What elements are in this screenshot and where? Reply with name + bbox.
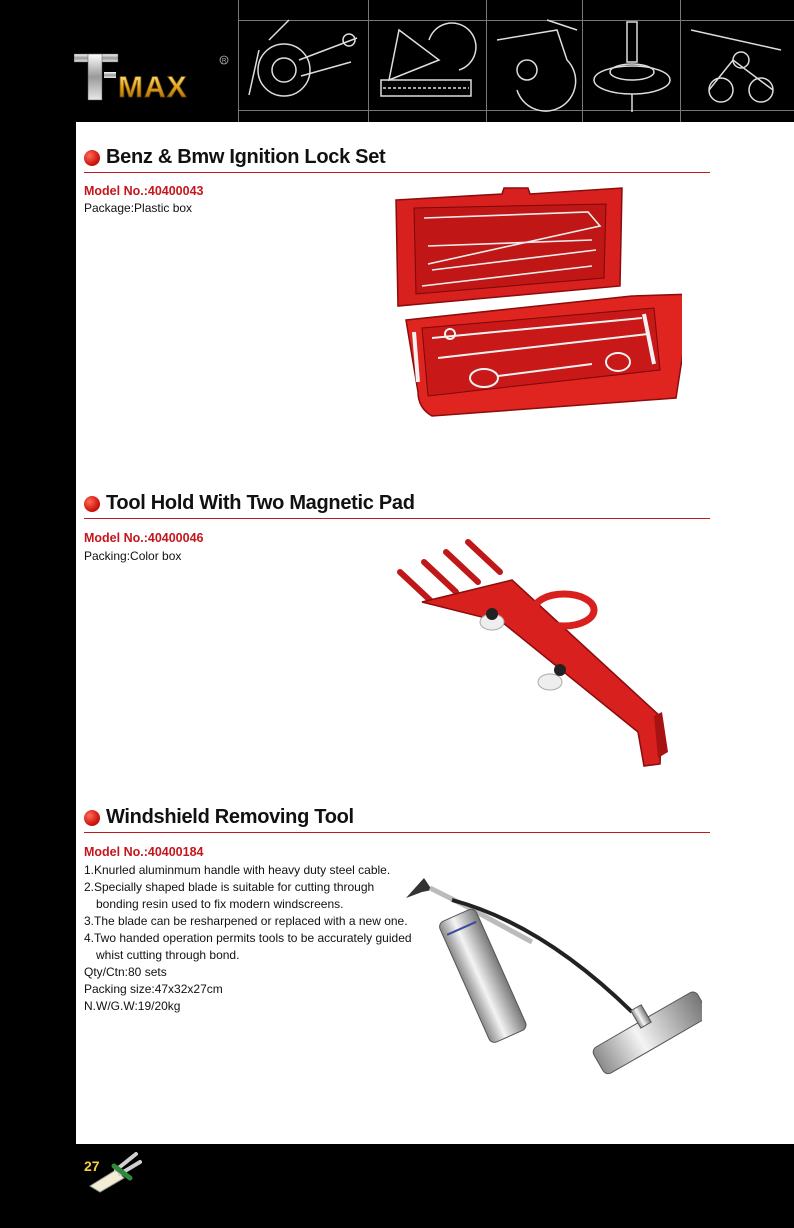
package-info — [84, 548, 181, 565]
red-bullet-icon — [84, 150, 100, 166]
section-divider — [84, 832, 710, 833]
spring-compressor-icon — [582, 0, 681, 122]
section-title-text: Tool Hold With Two Magnetic Pad — [106, 492, 415, 514]
puller-icon — [238, 0, 369, 122]
section-ignition-lock-title — [84, 146, 385, 169]
catalog-header — [0, 0, 794, 122]
windshield-removing-tool-image — [392, 864, 702, 1078]
svg-text:MAX: MAX — [118, 71, 188, 104]
spec-line: 3.The blade can be resharpened or replaced with a new one. — [84, 914, 408, 928]
ignition-lock-set-image — [392, 186, 682, 418]
page-number: 27 — [84, 1158, 100, 1174]
spec-line: N.W/G.W:19/20kg — [84, 999, 181, 1013]
section-windshield-title — [84, 806, 354, 829]
section-divider — [84, 172, 710, 173]
spec-line: whist cutting through bond. — [96, 948, 240, 962]
spec-line: Qty/Ctn:80 sets — [84, 965, 167, 979]
section-title-text: Windshield Removing Tool — [106, 806, 354, 828]
red-bullet-icon — [84, 496, 100, 512]
tmax-logo — [74, 48, 234, 104]
spec-line: 4.Two handed operation permits tools to be accurately guided — [84, 931, 412, 945]
spec-line: Packing size:47x32x27cm — [84, 982, 223, 996]
windshield-spec-list — [84, 862, 412, 1015]
red-bullet-icon — [84, 810, 100, 826]
model-number: Model No.:40400184 — [84, 845, 204, 859]
svg-text:R: R — [222, 58, 227, 65]
magnetic-tool-holder-image — [392, 536, 682, 772]
spec-line: bonding resin used to fix modern windscreens. — [96, 897, 344, 911]
section-divider — [84, 518, 710, 519]
section-title-text: Benz & Bmw Ignition Lock Set — [106, 146, 386, 168]
model-number: Model No.:40400046 — [84, 531, 204, 545]
section-tool-hold-title — [84, 492, 415, 515]
bench-vise-icon — [368, 0, 487, 122]
desc-line: Packing:Color box — [84, 549, 182, 563]
engine-belt-icon — [680, 0, 794, 122]
spec-line: 1.Knurled aluminmum handle with heavy duty steel cable. — [84, 863, 391, 877]
spec-line: 2.Specially shaped blade is suitable for cutting through — [84, 880, 375, 894]
package-info — [84, 200, 192, 217]
wheel-tool-icon — [486, 0, 583, 122]
model-number: Model No.:40400043 — [84, 184, 204, 198]
desc-line: Package:Plastic box — [84, 201, 193, 215]
page-content — [76, 122, 794, 1144]
